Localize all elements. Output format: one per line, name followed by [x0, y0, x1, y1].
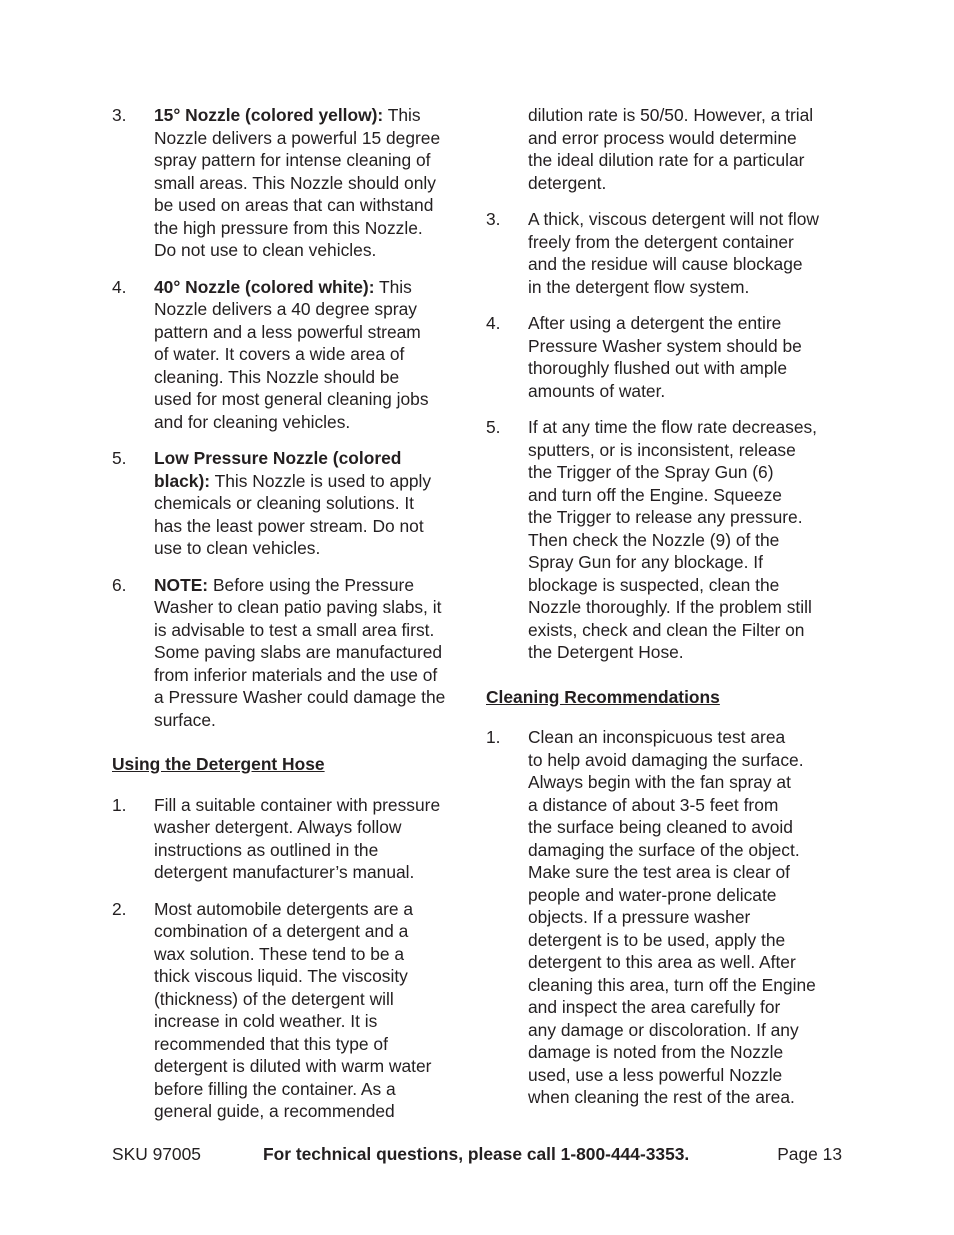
item-number: 1. [112, 794, 127, 815]
section-heading-cleaning-recommendations: Cleaning Recommendations [486, 686, 720, 707]
item-number: 4. [112, 276, 127, 297]
item-text: Low Pressure Nozzle (colored black): This Nozzle is used to apply chemicals or cleaning solutions. It has the least power stream. Do not use to clean vehicles. [154, 447, 474, 560]
list-item [112, 447, 474, 560]
section-heading-detergent-hose: Using the Detergent Hose [112, 754, 325, 774]
detergent-list [112, 794, 474, 1123]
list-item [112, 574, 474, 732]
item-text: A thick, viscous detergent will not flow freely from the detergent container and the residue will cause blockage in the detergent flow system. [528, 209, 819, 297]
item-text: 15° Nozzle (colored yellow): This Nozzle delivers a powerful 15 degree spray pattern for intense cleaning of small areas. This Nozzle should only be used on areas that can withstand the high pressure from this Nozzle. Do not use to clean vehicles. [154, 105, 441, 260]
list-item [486, 208, 848, 298]
right-column [486, 104, 848, 1123]
list-item [112, 794, 474, 884]
item-number: 6. [112, 574, 127, 595]
item-number: 5. [486, 417, 501, 437]
item-text: After using a detergent the entire Pressure Washer system should be thoroughly flushed out with ample amounts of water. [528, 313, 802, 401]
list-item [486, 416, 848, 664]
item-text: 40° Nozzle (colored white): This Nozzle delivers a 40 degree spray pattern and a less powerful stream of water. It covers a wide area of cleaning. This Nozzle should be used for most general cleaning jobs and for cleaning vehicles. [154, 276, 429, 432]
item-number: 5. [112, 448, 127, 468]
item-text: Most automobile detergents are a combination of a detergent and a wax solution. These tend to be a thick viscous liquid. The viscosity (thickness) of the detergent will increase in cold weather. It is recommended that this type of detergent is diluted with warm water before filling the container. As a general guide, a recommended [154, 898, 432, 1121]
left-column [112, 104, 474, 1137]
item-bold-label: Low Pressure Nozzle (colored [154, 448, 402, 468]
item-text: Clean an inconspicuous test area to help avoid damaging the surface. Always begin with the fan spray at a distance of about 3-5 feet from the surface being cleaned to avoid damaging the surface of the object. Make sure the test area is clear of people and water-prone delicate objects. If a pressure washer detergent is to be used, apply the detergent to this area as well. After cleaning this area, turn off the Engine and inspect the area carefully for any damage or discoloration. If any damage is noted from the Nozzle used, use a less powerful Nozzle when cleaning the rest of the area. [528, 727, 816, 1107]
note-label: NOTE: [154, 574, 209, 595]
continuation-paragraph: dilution rate is 50/50. However, a trial and error process would determine the ideal dilution rate for a particular detergent. [528, 105, 814, 193]
footer-page-number: Page 13 [777, 1144, 842, 1164]
footer-tech-questions: For technical questions, please call 1-800-444-3353. [263, 1144, 690, 1164]
item-text: NOTE: Before using the Pressure Washer to clean patio paving slabs, it is advisable to test a small area first. Some paving slabs are manufactured from inferior materials and the use of a Pressure Washer could damage the surface. [154, 574, 446, 730]
nozzle-list [112, 104, 474, 731]
list-item [112, 898, 474, 1123]
footer-sku: SKU 97005 [112, 1144, 201, 1164]
detergent-list-continued [486, 208, 848, 664]
list-item [112, 276, 474, 434]
item-bold-label: 40° Nozzle (colored white): [154, 276, 375, 297]
list-item [486, 726, 848, 1109]
cleaning-list [486, 726, 848, 1109]
item-text: If at any time the flow rate decreases, sputters, or is inconsistent, release the Trigger of the Spray Gun (6) and turn off the Engine. Squeeze the Trigger to release any pressure. Then check the Nozzle (9) of the Spray Gun for any blockage. If blockage is suspected, clean the Nozzle thoroughly. If the problem still exists, check and clean the Filter on the Detergent Hose. [528, 417, 818, 662]
page-footer [112, 1142, 842, 1166]
item-text: Fill a suitable container with pressure washer detergent. Always follow instructions as outlined in the detergent manufacturer’s manual. [154, 794, 441, 882]
list-item [486, 312, 848, 402]
item-number: 2. [112, 898, 127, 919]
item-number: 4. [486, 313, 501, 333]
item-bold-label: 15° Nozzle (colored yellow): [154, 105, 384, 125]
item-number: 1. [486, 727, 501, 747]
item-number: 3. [486, 209, 501, 229]
item-number: 3. [112, 105, 127, 125]
list-item [112, 104, 474, 262]
